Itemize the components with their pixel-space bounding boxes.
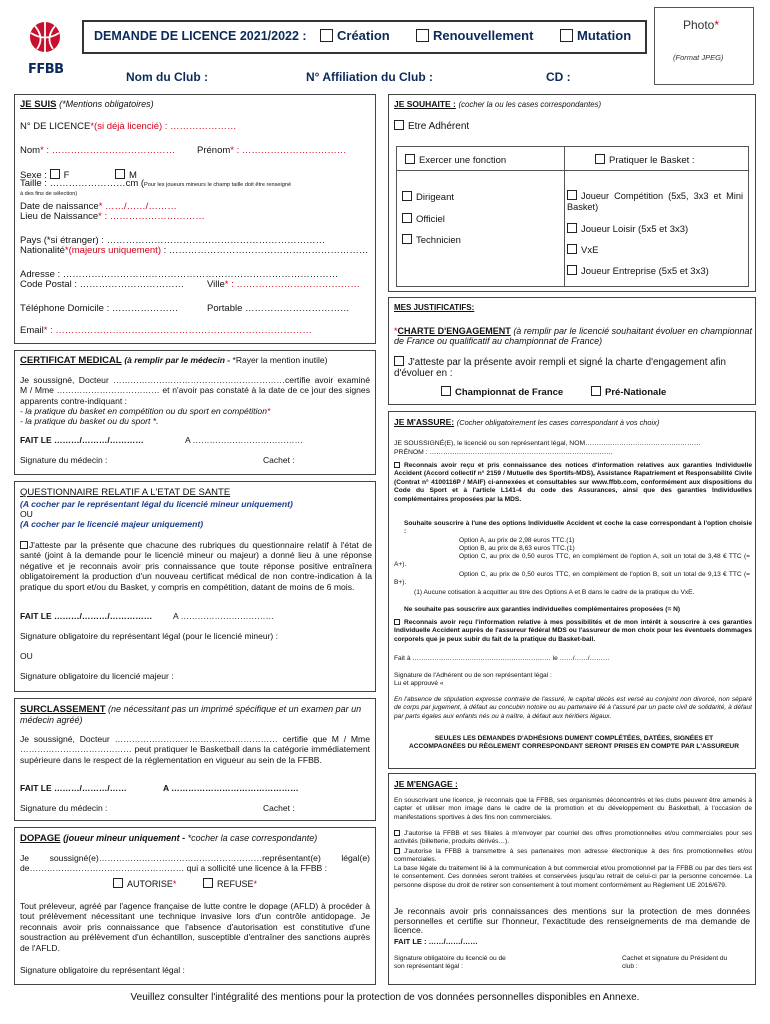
- engage-signature-president[interactable]: Cachet et signature du Président du club :: [622, 955, 728, 971]
- assure-souscrire-text: Souhaite souscrire à l'une des options Individuelle Accident et coche la case correspondant à l'option choisie :: [404, 520, 752, 536]
- sexe-f-label: F: [63, 170, 70, 181]
- dopage-title: DOPAGE: [20, 833, 61, 844]
- pratiquer-box: [564, 146, 749, 287]
- dopage-sub: (joueur mineur uniquement -: [63, 833, 186, 843]
- competition-option[interactable]: [567, 190, 743, 213]
- pays-field[interactable]: Pays (*si étranger) : ……………………………………………………………: [20, 235, 326, 246]
- dopage-soussigne[interactable]: Je soussigné(e)…………………………………………………représentant(e) légal(e) de……………………………………………… qui a sollicité une licence à la FFBB :: [20, 853, 370, 874]
- charte-note: (à remplir par le licencié souhaitant évoluer en championnat de France ou qualificatif au championnat de France): [394, 326, 752, 347]
- option-n[interactable]: [404, 606, 750, 614]
- assure-capital-deces-text: En l'absence de stipulation expresse contraire de l'assuré, le capital décès est versé au conjoint non divorcé, non séparé de corps par jugement, à défaut au concubin notoire ou au partenaire lié à l'assuré par un pacte civil de solidarité, à défaut par parts égales aux enfants nés ou à naître, à défaut aux héritiers légaux.: [394, 696, 752, 720]
- dopage-refuse-star: *: [253, 879, 258, 889]
- surclassement-cachet-label[interactable]: Cachet :: [263, 803, 295, 813]
- certificat-text: Je soussigné, Docteur ……………………………………………………certifie avoir examiné M / Mme ……………………………… et n'avoir pas constaté à la date de ce jour des signes apparents contre-indiquant :: [20, 375, 370, 406]
- dopage-autorise-label: AUTORISE: [127, 879, 173, 889]
- photo-format: (Format JPEG): [673, 53, 724, 62]
- ville-dots: * : …………………………………: [224, 279, 360, 290]
- vxe-label: VxE: [581, 245, 599, 256]
- certificat-sub: (à remplir par le médecin -: [124, 355, 231, 365]
- charte-title: CHARTE D'ENGAGEMENT: [397, 326, 511, 336]
- je-suis-note: (*Mentions obligatoires): [59, 99, 154, 109]
- je-souhaite-title: JE SOUHAITE :: [394, 99, 456, 109]
- option-n-label: Ne souhaite pas souscrire aux garanties individuelles complémentaires proposées (= N): [404, 606, 681, 613]
- cd-label: CD :: [546, 70, 571, 84]
- questionnaire-title: QUESTIONNAIRE RELATIF A L'ETAT DE SANTE: [20, 487, 231, 498]
- assure-final-notice: SEULES LES DEMANDES D'ADHÉSIONS DUMENT COMPLÉTÉES, DATÉES, SIGNÉES ET ACCOMPAGNÉES DU RÈGLEMENT CORRESPONDANT SERONT PRISES EN COMPTE PAR L'ASSUREUR: [409, 735, 739, 751]
- engage-fait-le[interactable]: FAIT LE : ……/……/……: [394, 937, 478, 946]
- certificat-signature-label[interactable]: Signature du médecin :: [20, 455, 108, 465]
- loisir-checkbox[interactable]: [567, 223, 577, 233]
- portable-field[interactable]: Portable ……………………………: [207, 303, 350, 314]
- ville-field[interactable]: [207, 279, 360, 290]
- questionnaire-checkbox[interactable]: [20, 541, 28, 549]
- questionnaire-lieu[interactable]: A ……………………………: [173, 611, 275, 621]
- je-m-assure-section: [388, 411, 756, 769]
- questionnaire-signature-majeur[interactable]: Signature obligatoire du licencié majeur :: [20, 671, 174, 681]
- photo-box[interactable]: [654, 7, 754, 85]
- certificat-heading: [20, 355, 327, 366]
- assure-fait-a[interactable]: Fait à ……………………………………………………… le ……/……/………: [394, 655, 610, 662]
- email-label: Email: [20, 325, 44, 336]
- surclassement-text: Je soussigné, Docteur ………………………………………………… certifie que M / Mme ………………………………… peut pratiquer le Basketball dans la catégorie immédiatement supérieure dans le respect de la réglementation en vigueur au sein de la FFBB.: [20, 734, 370, 765]
- prenom-field[interactable]: [197, 145, 346, 156]
- je-suis-title: JE SUIS: [20, 99, 57, 110]
- engage-base-legale-text: La base légale du traitement lié à la communication à but commercial et/ou promotionnel par la FFBB ou par des tiers est le consentement. Ces données seront traitées et conservées jusqu'au retrait de celui-ci par la personne concernée. La personne dispose du droit de retirer son consentement à tout moment conformément au Règlement UE 2016/679.: [394, 865, 752, 889]
- assure-information-text: Reconnais avoir reçu l'information relative à mes possibilités et de mon intérêt à souscrire à ces garanties Individuelle Accident auprès de l'assureur fédéral MDS ou l'assureur de mon choix pour les éventuels dommages corporels que je peux subir du fait de la pratique du Basket-ball.: [394, 619, 752, 643]
- entreprise-label: Joueur Entreprise (5x5 et 3x3): [581, 266, 709, 277]
- questionnaire-sub-majeur: (A cocher par le licencié majeur uniquement): [20, 519, 204, 529]
- engage-image-text: En souscrivant une licence, je reconnais que la FFBB, ses organismes déconcentrés et les clubs peuvent être amenés à capter et utiliser mon image dans le cadre de la promotion et du développement du Basketball, à l'occasion de manifestations sportives à des fins non commerciales.: [394, 797, 752, 821]
- questionnaire-sub-mineur: (A cocher par le représentant légal du licencié mineur uniquement): [20, 499, 293, 509]
- dopage-autorise-star: *: [172, 879, 177, 889]
- option-b-label: Option B, au prix de 8,63 euros TTC.(1): [459, 545, 575, 552]
- je-souhaite-heading: [394, 99, 601, 110]
- nom-label: Nom: [20, 145, 41, 156]
- fonction-checkbox[interactable]: [405, 154, 415, 164]
- option-c-a[interactable]: [394, 553, 750, 570]
- questionnaire-ou: OU: [20, 509, 33, 519]
- creation-checkbox[interactable]: [320, 29, 333, 42]
- ldn-label: Lieu de Naissance: [20, 211, 99, 222]
- nationalite-field[interactable]: [20, 245, 368, 256]
- dopage-refuse-option[interactable]: [203, 878, 257, 890]
- option-mutation[interactable]: [560, 29, 631, 42]
- mutation-label: Mutation: [577, 28, 632, 43]
- licence-number-field[interactable]: [20, 121, 237, 132]
- creation-label: Création: [337, 28, 390, 43]
- charte-star: *: [394, 326, 398, 336]
- assure-nom-field[interactable]: JE SOUSSIGNÉ(E), le licencié ou son représentant légal, NOM……………………………………………: [394, 440, 701, 447]
- questionnaire-ou-2: OU: [20, 651, 33, 661]
- questionnaire-text: J'atteste par la présente que chacune des rubriques du questionnaire relatif à l'état de santé (joint à la demande pour le licencié mineur ou majeur) a donné lieu à une réponse négative et je reconnais avoir pris connaissance que toute réponse positive entraînera obligatoirement la production d'un nouveau certificat médical de non contre-indication à la pratique du sport et/ou du Basket, y compris en compétition, datant de moins de 6 mois.: [20, 540, 372, 592]
- dopage-refuse-label: REFUSE: [217, 879, 254, 889]
- certificat-cachet-label[interactable]: Cachet :: [263, 455, 295, 465]
- pre-nationale-label: Pré-Nationale: [605, 387, 667, 398]
- email-dots: * : ………………………………………………………………………: [43, 325, 312, 336]
- certificat-title: CERTIFICAT MEDICAL: [20, 355, 122, 366]
- telephone-field[interactable]: Téléphone Domicile : …………………: [20, 303, 179, 314]
- engage-signature-licencie[interactable]: Signature obligatoire du licencié ou de son représentant légal :: [394, 955, 506, 971]
- surclassement-fait-le[interactable]: FAIT LE ………/………/……: [20, 783, 127, 793]
- charte-attestation[interactable]: [394, 356, 752, 379]
- dirigeant-label: Dirigeant: [416, 192, 455, 203]
- dopage-heading: [20, 833, 317, 844]
- dopage-signature-label[interactable]: Signature obligatoire du représentant légal :: [20, 965, 185, 975]
- option-c-b[interactable]: [394, 571, 750, 588]
- entreprise-checkbox[interactable]: [567, 265, 577, 275]
- technicien-checkbox[interactable]: [402, 234, 412, 244]
- fonction-option[interactable]: [397, 147, 573, 171]
- certificat-medical-section: [14, 350, 376, 475]
- je-suis-heading: [20, 99, 154, 110]
- adherent-checkbox[interactable]: [394, 120, 404, 130]
- adherent-label: Etre Adhérent: [408, 121, 470, 132]
- assure-note: (Cocher obligatoirement les cases correspondant à vos choix): [456, 418, 660, 427]
- competition-checkbox[interactable]: [567, 190, 577, 200]
- dopage-text: Tout préleveur, agréé par l'agence française de lutte contre le dopage (AFLD) à procéder à tout prélèvement nécessitant une technique invasive lors d'un contrôle antidopage. Je reconnais avoir pris connaissance que l'absence d'autorisation est constitutive d'une soustraction au prélèvement d'un échantillon, susceptible d'entraîner des sanctions auprès de l'AFLD.: [20, 901, 370, 953]
- charte-attestation-text: J'atteste par la présente avoir rempli et signé la charte d'engagement afin d'évoluer en :: [394, 357, 726, 379]
- engage-title: JE M'ENGAGE :: [394, 779, 458, 789]
- je-suis-section: [14, 94, 376, 344]
- assure-information-checkbox[interactable]: [394, 619, 400, 625]
- charte-checkbox[interactable]: [394, 356, 404, 366]
- option-a-label: Option A, au prix de 2,98 euros TTC.(1): [459, 537, 575, 544]
- option-renouvellement[interactable]: [416, 29, 533, 42]
- certificat-option-1[interactable]: [20, 406, 370, 416]
- championnat-france-option[interactable]: [441, 386, 563, 398]
- competition-label: Joueur Compétition (5x5, 3x3 et Mini Basket): [567, 191, 743, 212]
- championnat-france-checkbox[interactable]: [441, 386, 451, 396]
- pratiquer-option[interactable]: [565, 147, 748, 171]
- adherent-option[interactable]: [394, 120, 469, 132]
- engage-courriel-text: J'autorise la FFBB et ses filiales à m'envoyer par courriel des offres promotionnelles et/ou commerciales pour ses activités (billetterie, produits dérivés…).: [394, 830, 752, 846]
- nat-note: *(majeurs uniquement): [64, 245, 161, 256]
- licence-label: N° DE LICENCE: [20, 121, 91, 132]
- charte-heading: [394, 326, 752, 347]
- option-footnote: (1) Aucune cotisation à acquitter au titre des Options A et B dans le cadre de la pratique du VxE.: [414, 589, 695, 596]
- entreprise-option[interactable]: [567, 265, 709, 277]
- vxe-checkbox[interactable]: [567, 244, 577, 254]
- club-name-label: Nom du Club :: [126, 70, 208, 84]
- assure-title: JE M'ASSURE:: [394, 417, 455, 427]
- pratiquer-checkbox[interactable]: [595, 154, 605, 164]
- engage-partenaires-text: J'autorise la FFBB à transmettre à ses partenaires mon adresse électronique à des fins promotionnelles et/ou commerciales.: [394, 848, 752, 864]
- taille-note: Pour les joueurs mineurs le champ taille doit être renseigné: [144, 182, 292, 188]
- dopage-sub-2: *cocher la case correspondante): [185, 833, 318, 843]
- adresse-field[interactable]: Adresse : ……………………………………………………………………………: [20, 269, 339, 280]
- surclassement-title: SURCLASSEMENT: [20, 704, 106, 715]
- taille-label: Taille : ……………………cm (: [20, 178, 145, 189]
- officiel-option[interactable]: [402, 213, 445, 225]
- licence-header-box: [82, 20, 647, 54]
- engage-courriel-option[interactable]: [394, 830, 752, 847]
- page-title: DEMANDE DE LICENCE 2021/2022 :: [94, 29, 307, 43]
- justificatifs-section: [388, 297, 756, 405]
- vxe-option[interactable]: [567, 244, 598, 256]
- prenom-dots: * : ……………………………: [230, 145, 347, 156]
- licence-suffix: *(si déjà licencié) : …………………: [90, 121, 237, 132]
- pre-nationale-option[interactable]: [591, 386, 666, 398]
- photo-required-star: *: [714, 18, 720, 32]
- renouvellement-checkbox[interactable]: [416, 29, 429, 42]
- logo-text: FFBB: [28, 62, 64, 77]
- ldn-dots: * : …………………………: [98, 211, 205, 222]
- assure-notices-checkbox[interactable]: [394, 462, 400, 468]
- assure-prenom-field[interactable]: PRÉNOM : ………………………………………………………………………: [394, 449, 614, 456]
- renouvellement-label: Renouvellement: [433, 28, 534, 43]
- championnat-france-label: Championnat de France: [455, 387, 564, 398]
- mutation-checkbox[interactable]: [560, 29, 573, 42]
- ddn-dots: * ……/……/………: [98, 201, 177, 212]
- pratiquer-label: Pratiquer le Basket :: [609, 155, 695, 166]
- certificat-option-1-text: - la pratique du basket en compétition ou du sport en compétition: [20, 406, 267, 416]
- prenom-label: Prénom: [197, 145, 231, 156]
- ville-label: Ville: [207, 279, 225, 290]
- surclassement-sub: (ne nécessitant pas un imprimé spécifique et un examen par un médecin agréé): [20, 704, 362, 726]
- code-postal-field[interactable]: Code Postal : ……………………………: [20, 279, 185, 290]
- je-souhaite-section: [388, 94, 756, 292]
- je-souhaite-note: (cocher la ou les cases correspondantes): [458, 100, 602, 109]
- nom-dots: * : …………………………………: [40, 145, 176, 156]
- engage-partenaires-checkbox[interactable]: [394, 848, 400, 854]
- assure-heading: [394, 417, 659, 428]
- dopage-autorise-checkbox[interactable]: [113, 878, 123, 888]
- basketball-icon: [28, 18, 62, 60]
- photo-title: [683, 20, 719, 31]
- nat-dots: : ………………………………………………………: [161, 245, 369, 256]
- dirigeant-option[interactable]: [402, 191, 454, 203]
- questionnaire-fait-le[interactable]: FAIT LE ………/………/……………: [20, 611, 153, 621]
- officiel-checkbox[interactable]: [402, 213, 412, 223]
- loisir-label: Joueur Loisir (5x5 et 3x3): [581, 224, 689, 235]
- dopage-autorise-option[interactable]: [113, 878, 176, 890]
- ffbb-logo: [28, 18, 64, 77]
- certificat-note: *Rayer la mention inutile): [230, 355, 328, 365]
- assure-lu-approuve: Lu et approuvé «: [394, 680, 444, 687]
- option-c-a-label: Option C, au prix de 0,50 euros TTC, en complément de l'option A, soit un total de 3,48 € TTC (= A+).: [394, 553, 750, 569]
- engage-courriel-checkbox[interactable]: [394, 830, 400, 836]
- sexe-label: Sexe :: [20, 170, 50, 181]
- pre-nationale-checkbox[interactable]: [591, 386, 601, 396]
- taille-note-2: à des fins de sélection): [20, 191, 78, 197]
- technicien-option[interactable]: [402, 234, 461, 246]
- surclassement-signature-label[interactable]: Signature du médecin :: [20, 803, 108, 813]
- loisir-option[interactable]: [567, 223, 688, 235]
- fonction-box: [396, 146, 574, 287]
- certificat-option-1-star: *: [266, 406, 271, 416]
- certificat-fait-le[interactable]: FAIT LE ………/………/…………: [20, 435, 144, 445]
- option-creation[interactable]: [320, 29, 390, 42]
- engage-partenaires-option[interactable]: [394, 848, 752, 865]
- certificat-option-2[interactable]: - la pratique du basket ou du sport *.: [20, 416, 159, 426]
- dirigeant-checkbox[interactable]: [402, 191, 412, 201]
- questionnaire-signature-representant[interactable]: Signature obligatoire du représentant légal (pour le licencié mineur) :: [20, 631, 278, 641]
- assure-notices-text: Reconnais avoir reçu et pris connaissance des notices d'information relatives aux garanties Individuelle Accident (Accord collectif n° 2159 / Mutuelle des Sportifs-MDS), Assistance Rapatriement et Responsabilité Civile (Contrat n° 4100116P / MAIF) ci-annexées et consultables sur www.ffbb.com, conformément aux dispositions du Code du Sport et à l'article L141-4 du code des Assurances, ainsi que des garanties Individuelles complémentaires proposées par la MDS.: [394, 462, 752, 503]
- assure-information-option[interactable]: [394, 619, 752, 644]
- technicien-label: Technicien: [416, 235, 461, 246]
- nat-label: Nationalité: [20, 245, 65, 256]
- dopage-section: [14, 827, 376, 985]
- officiel-label: Officiel: [416, 214, 445, 225]
- sexe-m-label: M: [129, 170, 137, 181]
- fonction-label: Exercer une fonction: [419, 155, 507, 166]
- questionnaire-attestation[interactable]: [20, 540, 372, 592]
- surclassement-lieu[interactable]: A ………………………………………: [163, 783, 299, 793]
- surclassement-heading: [20, 704, 370, 726]
- dopage-refuse-checkbox[interactable]: [203, 878, 213, 888]
- lieu-naissance-field[interactable]: [20, 211, 205, 222]
- email-field[interactable]: [20, 325, 312, 336]
- justificatifs-title: MES JUSTIFICATIFS:: [394, 303, 475, 312]
- footer-notice: Veuillez consulter l'intégralité des mentions pour la protection de vos données personnelles disponibles en Annexe.: [130, 992, 640, 1003]
- photo-label: Photo: [683, 18, 715, 32]
- ddn-label: Date de naissance: [20, 201, 99, 212]
- club-affiliation-label: N° Affiliation du Club :: [306, 70, 433, 84]
- questionnaire-section: [14, 481, 376, 692]
- nom-field[interactable]: [20, 145, 175, 156]
- je-m-engage-section: [388, 773, 756, 985]
- certificat-lieu[interactable]: A …………………………………: [185, 435, 304, 445]
- assure-signature-label[interactable]: Signature de l'Adhérent ou de son représentant légal :: [394, 672, 552, 679]
- option-c-b-label: Option C, au prix de 0,50 euros TTC, en complément de l'option B, soit un total de 9,13 € TTC (= B+).: [394, 571, 750, 587]
- engage-certification-text: Je reconnais avoir pris connaissances des mentions sur la protection de mes données personnelles et certifie sur l'honneur, l'exactitude des renseignements de ma demande de licence.: [394, 906, 750, 936]
- assure-notices-option[interactable]: [394, 462, 752, 504]
- surclassement-section: [14, 698, 376, 821]
